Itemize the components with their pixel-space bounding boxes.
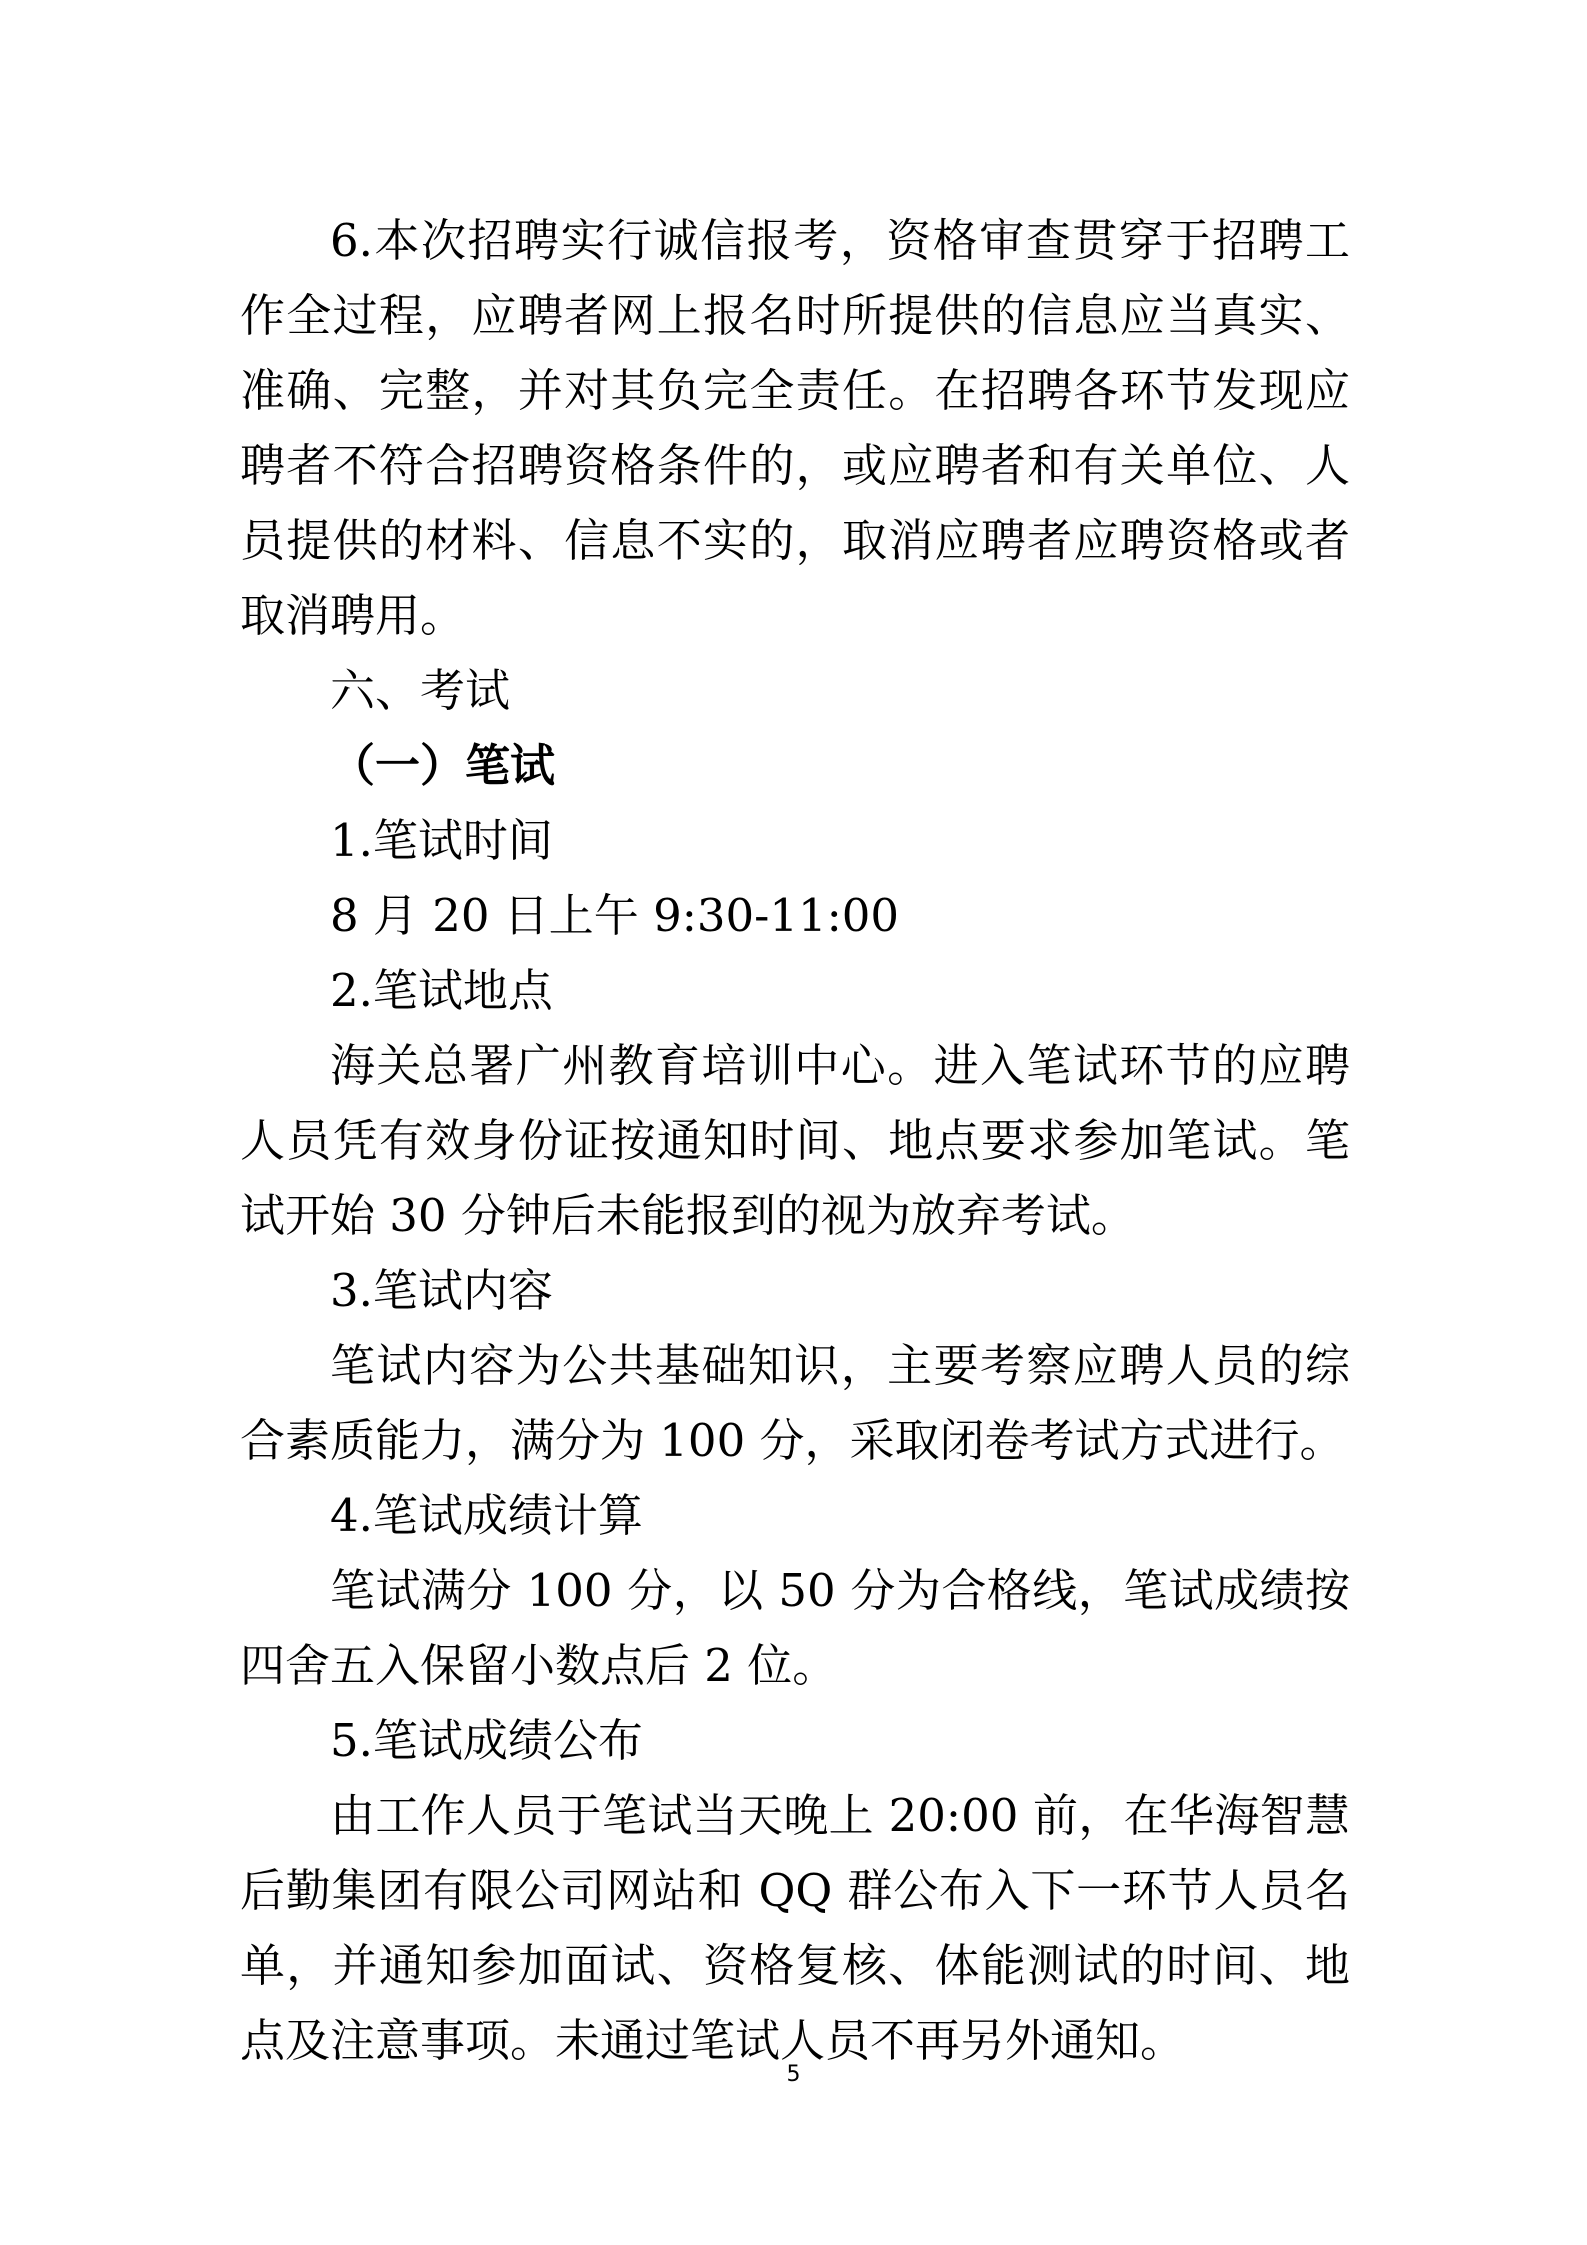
page-number: 5 xyxy=(786,2062,801,2087)
item-heading-score-announcement: 5.笔试成绩公布 xyxy=(330,1714,643,1767)
subsection-title-written-exam: （一）笔试 xyxy=(330,739,556,792)
paragraph-integrity-clause: 6.本次招聘实行诚信报考，资格审查贯穿于招聘工作全过程，应聘者网上报名时所提供的信息应当真实、准确、完整，并对其负完全责任。在招聘各环节发现应聘者不符合招聘资格条件的，或应聘者和有关单位、人员提供的材料、信息不实的，取消应聘者应聘资格或者取消聘用。 xyxy=(240,214,1350,642)
paragraph-exam-content: 笔试内容为公共基础知识，主要考察应聘人员的综合素质能力，满分为 100 分，采取闭卷考试方式进行。 xyxy=(240,1339,1350,1467)
exam-time-value: 8 月 20 日上午 9:30-11:00 xyxy=(330,889,900,942)
paragraph-score-announcement: 由工作人员于笔试当天晚上 20:00 前，在华海智慧后勤集团有限公司网站和 QQ 群公布入下一环节人员名单，并通知参加面试、资格复核、体能测试的时间、地点及注意事项。未通过笔试人员不再另外通知。 xyxy=(240,1789,1350,2067)
section-title-exam: 六、考试 xyxy=(330,664,511,717)
paragraph-score-calculation: 笔试满分 100 分，以 50 分为合格线，笔试成绩按四舍五入保留小数点后 2 位。 xyxy=(240,1564,1350,1692)
item-heading-exam-location: 2.笔试地点 xyxy=(330,964,553,1017)
item-heading-exam-content: 3.笔试内容 xyxy=(330,1264,553,1317)
item-heading-exam-time: 1.笔试时间 xyxy=(330,814,553,867)
item-heading-score-calculation: 4.笔试成绩计算 xyxy=(330,1489,643,1542)
document-body xyxy=(240,203,1350,2078)
paragraph-exam-location: 海关总署广州教育培训中心。进入笔试环节的应聘人员凭有效身份证按通知时间、地点要求参加笔试。笔试开始 30 分钟后未能报到的视为放弃考试。 xyxy=(240,1039,1350,1242)
